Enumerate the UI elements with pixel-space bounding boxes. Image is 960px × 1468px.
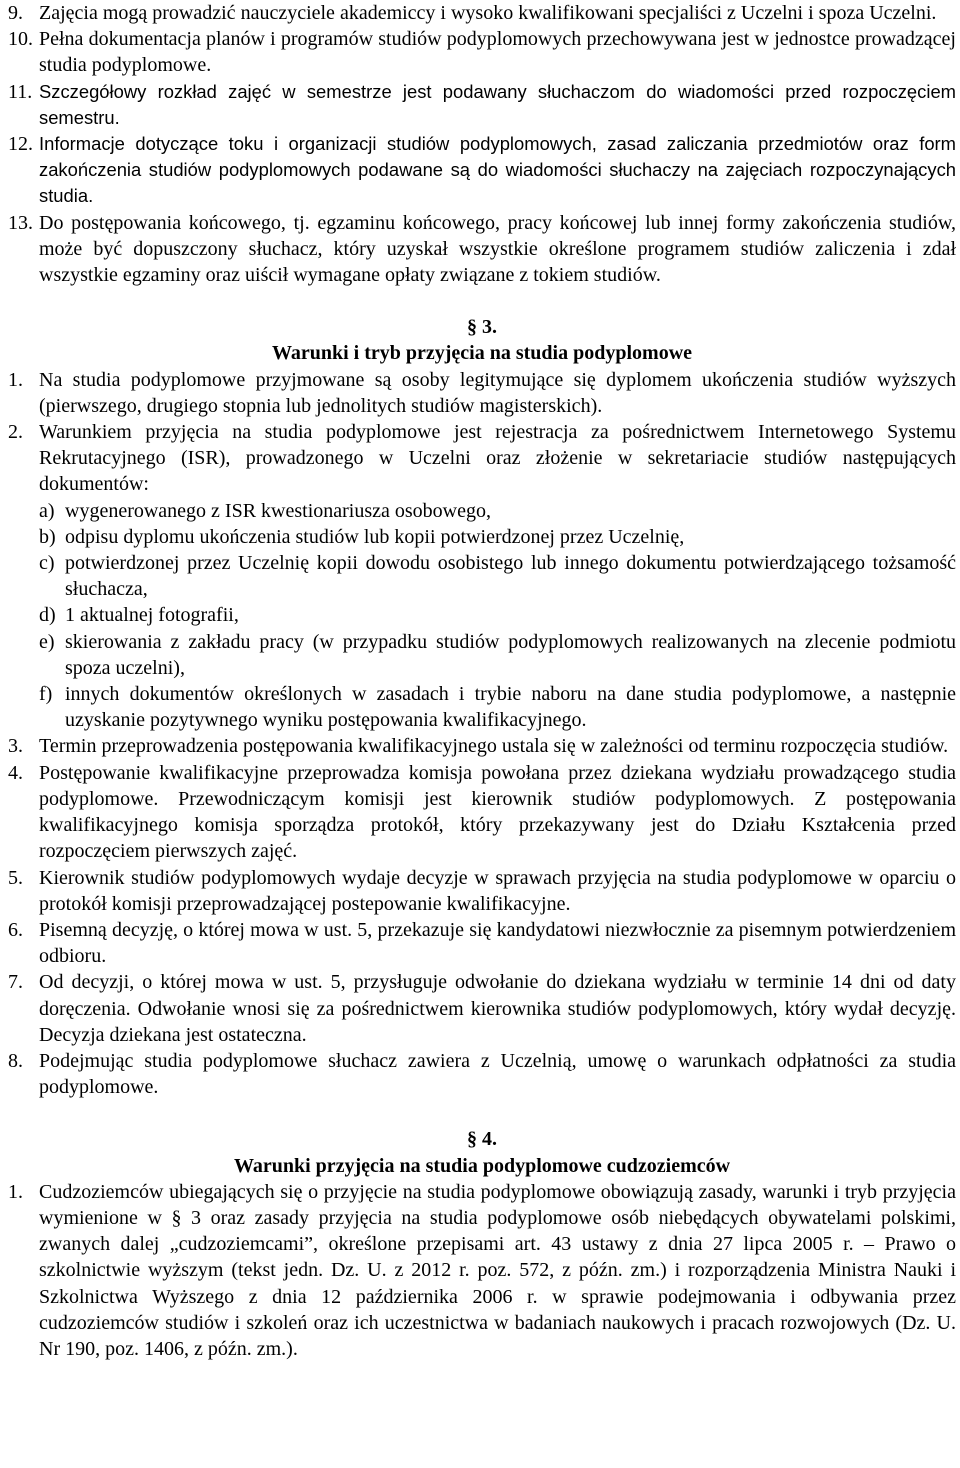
sublist-letter: d) <box>39 604 56 627</box>
list-item-1 <box>8 367 956 419</box>
list-item-12 <box>8 131 956 210</box>
item-text: Podejmując studia podyplomowe słuchacz zawiera z Uczelnią, umowę o warunkach odpłatności za studia podyplomowe. <box>39 1049 956 1099</box>
list-item-3 <box>8 733 956 759</box>
list-item-2 <box>8 419 956 733</box>
item-text: Do postępowania końcowego, tj. egzaminu końcowego, pracy końcowej lub innej formy zakończenia studiów, może być dopuszczony słuchacz, który uzyskał wszystkie określone programem studiów zaliczenia i zdał wszystkie egzaminy oraz uiścił wymagane opłaty związane z tokiem studiów. <box>39 211 956 287</box>
item-text: Pisemną decyzję, o której mowa w ust. 5, przekazuje się kandydatowi niezwłocznie za pisemnym potwierdzeniem odbioru. <box>39 918 956 968</box>
list-item-11 <box>8 79 956 131</box>
sublist-item-b <box>39 524 956 550</box>
section-symbol: § 4. <box>467 1128 497 1151</box>
sublist-item-e <box>39 629 956 681</box>
sublist-letter: c) <box>39 552 55 575</box>
item-text: Na studia podyplomowe przyjmowane są osoby legitymujące się dyplomem ukończenia studiów wyższych (pierwszego, drugiego stopnia lub jednolitych studiów magisterskich). <box>39 368 956 417</box>
section-3-heading <box>8 314 956 366</box>
item-text: Pełna dokumentacja planów i programów studiów podyplomowych przechowywana jest w jednostce prowadzącej studia podyplomowe. <box>39 28 956 77</box>
item-text: Postępowanie kwalifikacyjne przeprowadza komisja powołana przez dziekana wydziału prowadzącego studia podyplomowe. Przewodniczącym komisji jest kierownik studiów podyplomowych. Z postępowania kwalifikacyjnego komisja sporządza protokół, który przekazywany jest do Działu Kształcenia przed rozpoczęciem pierwszych zajęć. <box>39 761 956 863</box>
item-text: Kierownik studiów podyplomowych wydaje decyzje w sprawach przyjęcia na studia podyplomowe w oparciu o protokół komisji przeprowadzającej postepowanie kwalifikacyjne. <box>39 866 956 915</box>
item-text: Warunkiem przyjęcia na studia podyplomowe jest rejestracja za pośrednictwem Internetowego Systemu Rekrutacyjnego (ISR), prowadzonego w Uczelni oraz złożenie w sekretariacie studiów następujących dokumentów: <box>39 421 956 496</box>
sublist-item-a <box>39 498 956 524</box>
sublist-letter: b) <box>39 525 56 548</box>
item-number: 4. <box>8 761 23 784</box>
item-number: 1. <box>8 368 23 391</box>
list-item-1 <box>8 1179 956 1362</box>
list-item-6 <box>8 917 956 969</box>
item-number: 7. <box>8 971 23 994</box>
item-text: Informacje dotyczące toku i organizacji studiów podyplomowych, zasad zaliczania przedmiotów oraz form zakończenia studiów podyplomowych podawane są do wiadomości słuchaczy na zajęciach rozpoczynających studia. <box>39 133 956 207</box>
item-number: 9. <box>8 2 23 24</box>
section-4-heading <box>8 1126 956 1178</box>
spacer <box>8 1100 956 1126</box>
sublist-letter: a) <box>39 499 55 522</box>
sublist-text: skierowania z zakładu pracy (w przypadku studiów podyplomowych realizowanych na zlecenie podmiotu spoza uczelni), <box>65 630 956 679</box>
section-symbol: § 3. <box>467 316 497 339</box>
list-item-10 <box>8 26 956 78</box>
item-number: 13. <box>8 211 33 234</box>
section-title: Warunki i tryb przyjęcia na studia podyplomowe <box>271 342 693 365</box>
item-number: 3. <box>8 735 23 758</box>
sublist-item-c <box>39 550 956 602</box>
item-text: Szczegółowy rozkład zajęć w semestrze jest podawany słuchaczom do wiadomości przed rozpoczęciem semestru. <box>39 80 956 128</box>
sublist-item-d <box>39 602 956 628</box>
top-list <box>8 0 956 288</box>
item-number: 12. <box>8 133 33 156</box>
section-4-list <box>8 1179 956 1362</box>
item-number: 2. <box>8 421 23 444</box>
sublist-text: potwierdzonej przez Uczelnię kopii dowodu osobistego lub innego dokumentu potwierdzającego tożsamość słuchacza, <box>65 552 956 601</box>
sublist-text: odpisu dyplomu ukończenia studiów lub kopii potwierdzonej przez Uczelnię, <box>65 525 685 548</box>
item-number: 8. <box>8 1049 23 1072</box>
list-item-7 <box>8 969 956 1048</box>
sublist-text: 1 aktualnej fotografii, <box>65 604 239 627</box>
sublist-letter: f) <box>39 683 53 706</box>
sublist-text: innych dokumentów określonych w zasadach i trybie naboru na dane studia podyplomowe, a następnie uzyskanie pozytywnego wyniku postępowania kwalifikacyjnego. <box>65 683 956 732</box>
item-text: Zajęcia mogą prowadzić nauczyciele akademiccy i wysoko kwalifikowani specjaliści z Uczelni i spoza Uczelni. <box>39 2 937 24</box>
spacer <box>8 288 956 314</box>
item-text: Od decyzji, o której mowa w ust. 5, przysługuje odwołanie do dziekana wydziału w terminie 14 dni od daty doręczenia. Odwołanie wnosi się za pośrednictwem kierownika studiów podyplomowych, który wydał decyzję. Decyzja dziekana jest ostateczna. <box>39 971 956 1046</box>
item-text: Cudzoziemców ubiegających się o przyjęcie na studia podyplomowe obowiązują zasady, warunki i tryb przyjęcia wymienione w § 3 oraz zasady przyjęcia na studia podyplomowe osób niebędących obywatelami polskimi, zwanych dalej „cudzoziemcami”, określone przepisami art. 43 ustawy z dnia 27 lipca 2005 r. – Prawo o szkolnictwie wyższym (tekst jedn. Dz. U. z 2012 r. poz. 572, z późn. zm.) i rozporządzenia Ministra Nauki i Szkolnictwa Wyższego z dnia 12 października 2006 r. w sprawie podejmowania i odbywania przez cudzoziemców studiów i szkoleń oraz ich uczestnictwa w badaniach naukowych i pracach rozwojowych (Dz. U. Nr 190, poz. 1406, z późn. zm.). <box>39 1180 956 1360</box>
item-number: 6. <box>8 918 23 941</box>
item-text: Termin przeprowadzenia postępowania kwalifikacyjnego ustala się w zależności od terminu rozpoczęcia studiów. <box>39 735 949 758</box>
item-number: 5. <box>8 866 23 889</box>
sublist-letter: e) <box>39 630 55 653</box>
list-item-5 <box>8 865 956 917</box>
section-title: Warunki przyjęcia na studia podyplomowe cudzoziemców <box>233 1154 731 1177</box>
item-number: 11. <box>8 80 33 103</box>
item-number: 10. <box>8 28 33 51</box>
list-item-13 <box>8 210 956 289</box>
list-item-8 <box>8 1048 956 1100</box>
item-number: 1. <box>8 1180 23 1203</box>
sublist-item-f <box>39 681 956 733</box>
list-item-4 <box>8 760 956 865</box>
section-3-list <box>8 367 956 1101</box>
list-item-9 <box>8 0 956 26</box>
sublist-text: wygenerowanego z ISR kwestionariusza osobowego, <box>65 499 492 522</box>
document-sublist <box>39 498 956 734</box>
